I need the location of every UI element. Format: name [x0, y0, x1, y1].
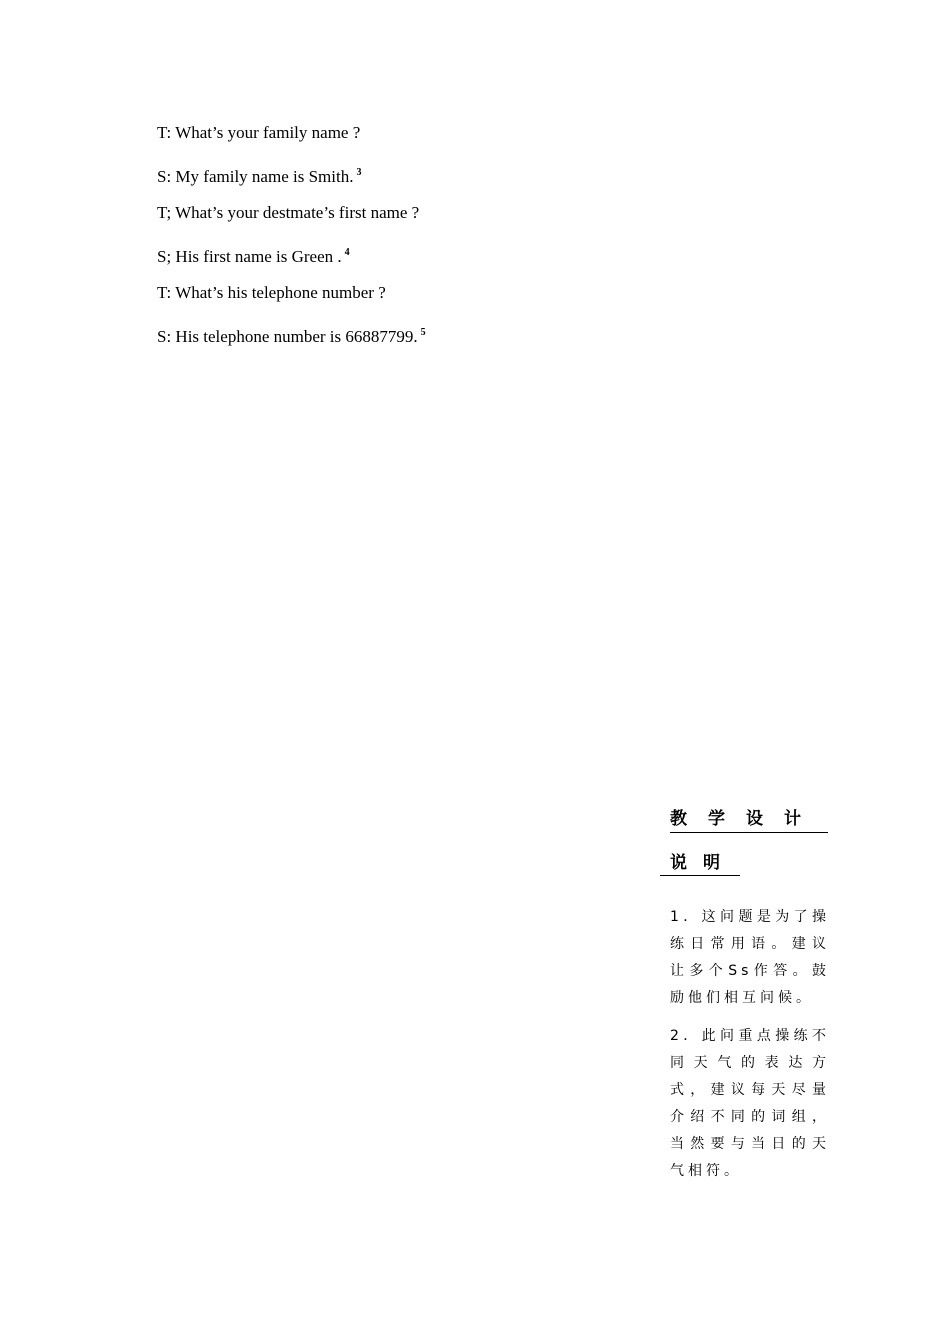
dialogue-text: T; What’s your destmate’s first name ? [157, 203, 420, 222]
dialogue-line [157, 282, 617, 304]
teaching-note: 1．这问题是为了操练日常用语。建议让多个Ss作答。鼓励他们相互问候。 [670, 909, 830, 1006]
dialogue-line [157, 322, 617, 344]
dialogue-text: S; His first name is Green . [157, 247, 342, 266]
dialogue-text: T: What’s his telephone number ? [157, 283, 386, 302]
dialogue-text: S: My family name is Smith. [157, 167, 354, 186]
teaching-note: 2．此问重点操练不同天气的表达方式，建议每天尽量介绍不同的词组，当然要与当日的天气相符。 [670, 1028, 830, 1179]
footnote-marker: 3 [356, 167, 362, 178]
footnote-marker: 4 [344, 247, 350, 258]
footnote-marker: 5 [420, 327, 426, 338]
dialogue-line [157, 122, 617, 144]
dialogue-block [157, 122, 617, 362]
sidebar-title-line-2: 说明 [660, 850, 740, 876]
sidebar-title-line-1: 教学设计 [670, 806, 828, 833]
dialogue-line [157, 242, 617, 264]
dialogue-text: T: What’s your family name ? [157, 123, 361, 142]
dialogue-line [157, 202, 617, 224]
dialogue-text: S: His telephone number is 66887799. [157, 327, 418, 346]
sidebar-notes [670, 904, 830, 1196]
dialogue-line [157, 162, 617, 184]
